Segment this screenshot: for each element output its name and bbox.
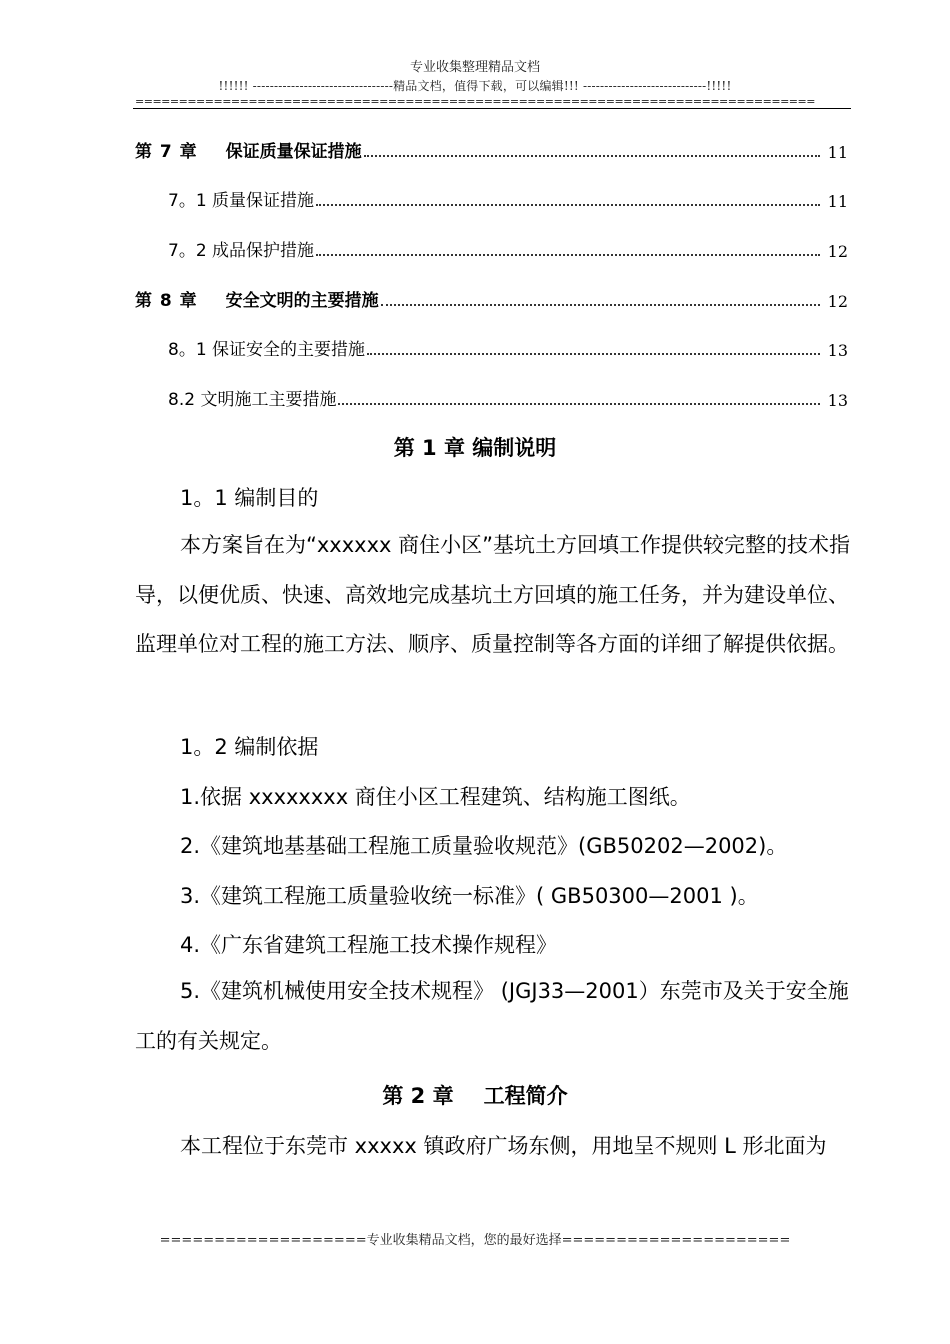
toc-chapter-7[interactable] (135, 138, 848, 162)
basis-item-1: 1.依据 xxxxxxxx 商住小区工程建筑、结构施工图纸。 (180, 785, 691, 809)
header-title: 专业收集整理精品文档 (409, 60, 540, 75)
header-banner: !!!!!! ---------------------------------精品文档，值得下载，可以编辑!!! -----------------------------!!!!! (218, 79, 732, 93)
basis-item-2: 2.《建筑地基基础工程施工质量验收规范》(GB50202—2002)。 (180, 834, 788, 858)
toc-section-label: 8。1 保证安全的主要措施 (168, 340, 366, 360)
section-1-1-body: 本方案旨在为“xxxxxx 商住小区”基坑土方回填工作提供较完整的技术指导，以便优质、快速、高效地完成基坑土方回填的施工任务，并为建设单位、监理单位对工程的施工方法、顺序、质量控制等各方面的详细了解提供依据。 (135, 533, 850, 656)
toc-leader (367, 352, 820, 355)
toc-leader (364, 154, 820, 157)
toc-chapter-8[interactable] (135, 287, 848, 311)
section-1-2-title: 1。2 编制依据 (180, 735, 319, 759)
toc-section-7-2[interactable] (168, 237, 848, 261)
section-1-1-title: 1。1 编制目的 (180, 486, 319, 510)
toc-leader (316, 253, 820, 256)
toc-leader (381, 303, 820, 306)
toc-chapter-number: 第 8 章 (135, 291, 198, 311)
toc-leader (316, 203, 820, 206)
toc-chapter-number: 第 7 章 (135, 142, 198, 162)
toc-section-7-1[interactable] (168, 187, 848, 211)
chapter-2-number: 第 2 章 (382, 1084, 454, 1108)
header-rule (133, 108, 851, 109)
chapter-2-title: 工程简介 (483, 1084, 568, 1108)
toc-page-number: 12 (827, 292, 848, 311)
toc-section-8-1[interactable] (168, 336, 848, 360)
toc-page-number: 11 (827, 143, 848, 162)
basis-item-5: 5.《建筑机械使用安全技术规程》 (JGJ33—2001）东莞市及关于安全施工的有关规定。 (135, 979, 849, 1053)
toc-leader (338, 402, 820, 405)
toc-section-label: 7。1 质量保证措施 (168, 191, 315, 211)
toc-section-label: 8.2 文明施工主要措施 (168, 390, 337, 410)
basis-item-4: 4.《广东省建筑工程施工技术操作规程》 (180, 933, 558, 957)
header-separator: ============================================================================== (135, 95, 815, 108)
toc-page-number: 12 (827, 242, 848, 261)
toc-section-label: 7。2 成品保护措施 (168, 241, 315, 261)
basis-item-3: 3.《建筑工程施工质量验收统一标准》( GB50300—2001 )。 (180, 884, 759, 908)
chapter-2-body: 本工程位于东莞市 xxxxx 镇政府广场东侧，用地呈不规则 L 形北面为 (180, 1134, 827, 1158)
toc-page-number: 11 (827, 192, 848, 211)
toc-page-number: 13 (827, 341, 848, 360)
toc-chapter-title: 安全文明的主要措施 (225, 291, 379, 311)
chapter-2-heading (0, 1080, 950, 1110)
toc-chapter-title: 保证质量保证措施 (225, 142, 362, 162)
toc-section-8-2[interactable] (168, 386, 848, 410)
footer-banner: ===================专业收集精品文档，您的最好选择===================== (159, 1233, 791, 1248)
toc-page-number: 13 (827, 391, 848, 410)
chapter-1-heading: 第 1 章 编制说明 (393, 436, 557, 460)
